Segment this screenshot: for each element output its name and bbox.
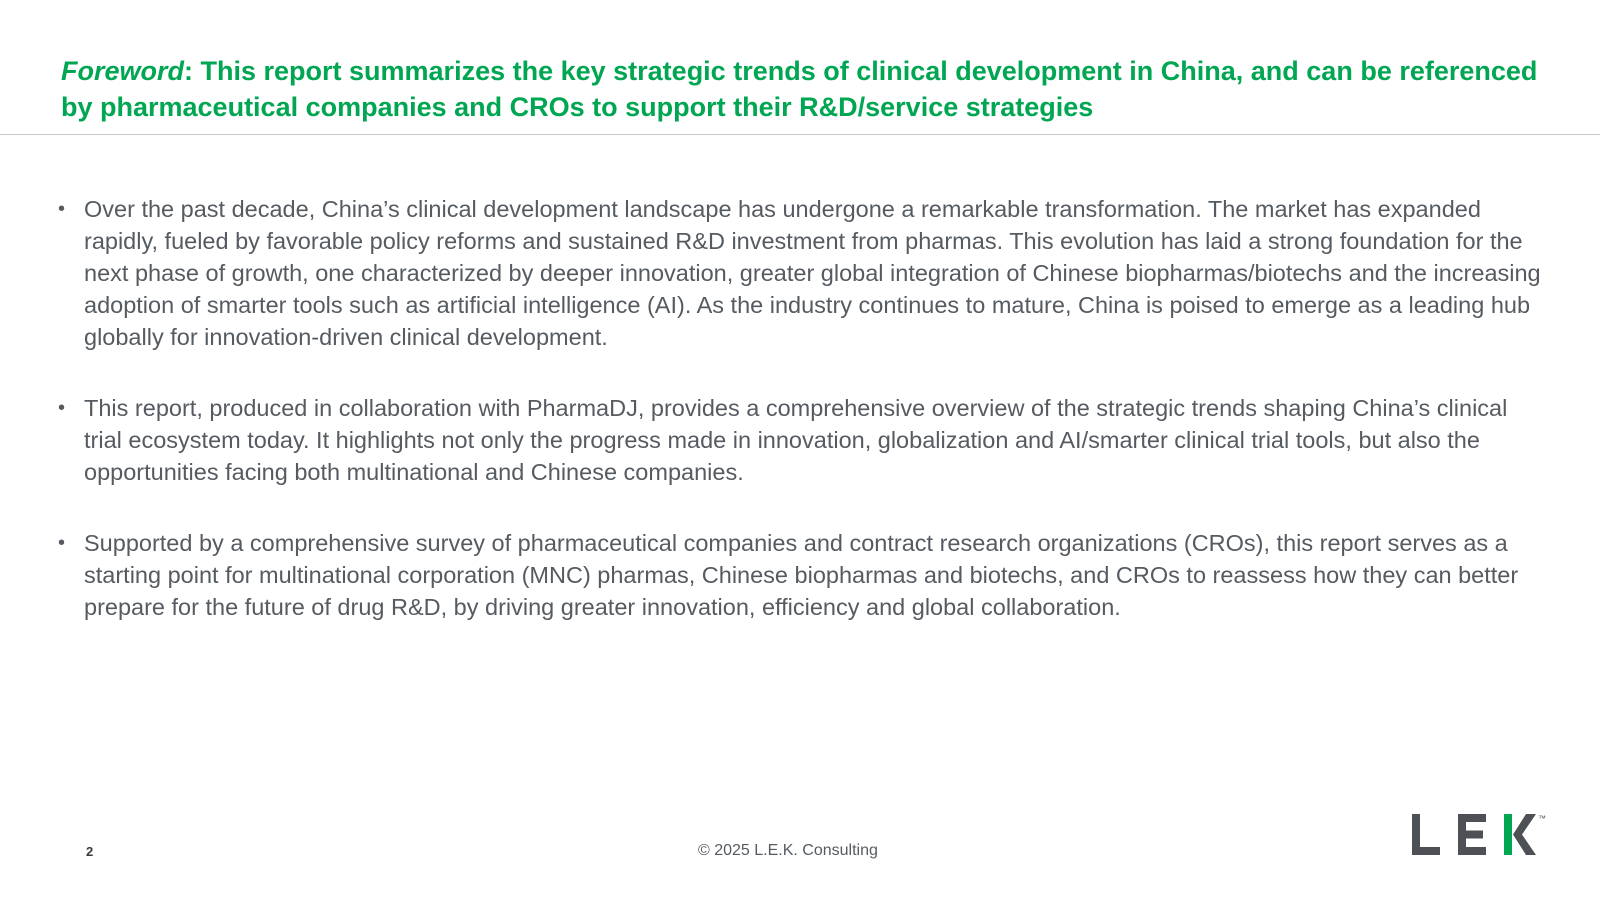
bullet-list <box>58 193 1548 662</box>
logo-letter-k-arms <box>1513 814 1536 855</box>
bullet-marker: • <box>58 532 66 554</box>
page-title <box>61 53 1541 125</box>
logo-letter-l <box>1412 814 1440 855</box>
logo-trademark: ™ <box>1538 814 1546 823</box>
logo-letter-k-stem <box>1504 814 1512 855</box>
logo-letter-e <box>1458 814 1486 855</box>
bullet-text: Over the past decade, China’s clinical development landscape has undergone a remarkable transformation. The market has expanded rapidly, fueled by favorable policy reforms and sustained R&D investment from pharmas. This evolution has laid a strong foundation for the next phase of growth, one characterized by deeper innovation, greater global integration of Chinese biopharmas/biotechs and the increasing adoption of smarter tools such as artificial intelligence (AI). As the industry continues to mature, China is poised to emerge as a leading hub globally for innovation-driven clinical development. <box>84 196 1541 350</box>
bullet-item <box>58 527 1548 623</box>
bullet-marker: • <box>58 397 66 419</box>
header-divider <box>0 134 1600 135</box>
copyright-notice: © 2025 L.E.K. Consulting <box>698 842 878 859</box>
bullet-item <box>58 392 1548 488</box>
bullet-marker: • <box>58 198 66 220</box>
page-number: 2 <box>86 844 94 859</box>
bullet-text: This report, produced in collaboration with PharmaDJ, provides a comprehensive overview of the strategic trends shaping China’s clinical trial ecosystem today. It highlights not only the progress made in innovation, globalization and AI/smarter clinical trial tools, but also the opportunities facing both multinational and Chinese companies. <box>84 395 1508 485</box>
bullet-item <box>58 193 1548 353</box>
lek-logo <box>1410 811 1558 859</box>
bullet-text: Supported by a comprehensive survey of pharmaceutical companies and contract research organizations (CROs), this report serves as a starting point for multinational corporation (MNC) pharmas, Chinese biopharmas and biotechs, and CROs to reassess how they can better prepare for the future of drug R&D, by driving greater innovation, efficiency and global collaboration. <box>84 530 1519 620</box>
page-title-lead: Foreword <box>61 56 185 86</box>
page-title-text: : This report summarizes the key strategic trends of clinical development in China, and can be referenced by pharmaceutical companies and CROs to support their R&D/service strategies <box>61 56 1538 122</box>
